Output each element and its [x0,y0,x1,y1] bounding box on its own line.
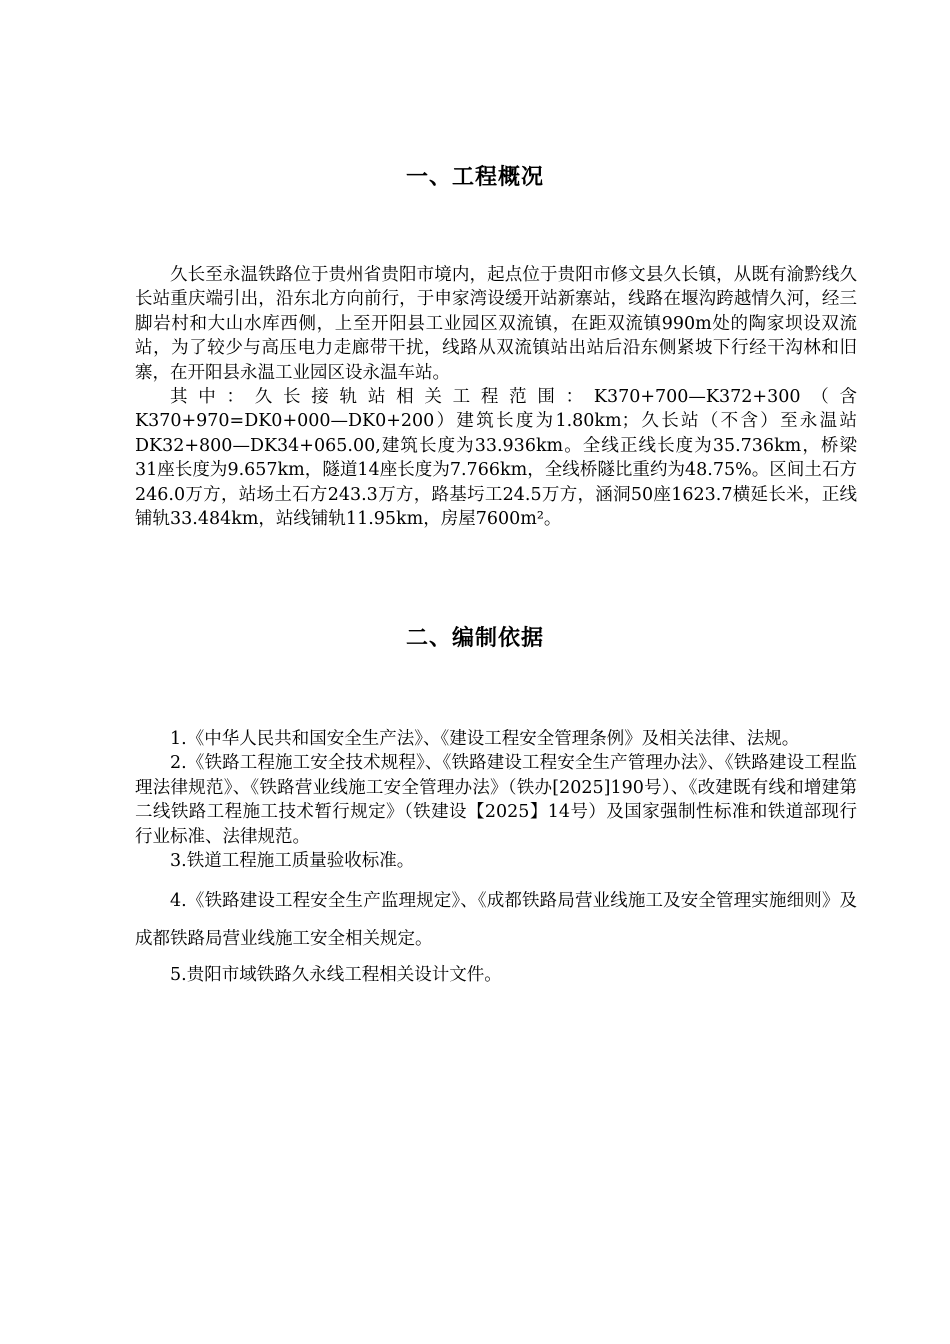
basis-item: 5.贵阳市域铁路久永线工程相关设计文件。 [170,965,502,986]
section-title-overview: 一、工程概况 [405,165,544,190]
overview-body [135,263,857,531]
basis-item: 4.《铁路建设工程安全生产监理规定》、《成都铁路局营业线施工及安全管理实施细则》及成都铁路局营业线施工安全相关规定。 [135,891,857,950]
basis-item: 3.铁道工程施工质量验收标准。 [170,851,415,872]
basis-list [135,727,857,988]
overview-paragraph: 其中：久长接轨站相关工程范围：K370+700—K372+300（含K370+970=DK0+000—DK0+200）建筑长度为1.80km；久长站（不含）至永温站DK32+800—DK34+065.00,建筑长度为33.936km。全线正线长度为35.736km，桥梁31座长度为9.657km，隧道14座长度为7.766km，全线桥隧比重约为48.75%。区间土石方246.0万方，站场土石方243.3万方，路基圬工24.5万方，涵洞50座1623.7横延长米，正线铺轨33.484km，站线铺轨11.95km，房屋7600m²。 [135,387,857,530]
overview-paragraph: 久长至永温铁路位于贵州省贵阳市境内，起点位于贵阳市修文县久长镇，从既有渝黔线久长站重庆端引出，沿东北方向前行，于申家湾设缓开站新寨站，线路在堰沟跨越情久河，经三脚岩村和大山水库西侧，上至开阳县工业园区双流镇，在距双流镇990m处的陶家坝设双流站，为了较少与高压电力走廊带干扰，线路从双流镇站出站后沿东侧紧坡下行经干沟林和旧寨，在开阳县永温工业园区设永温车站。 [135,265,857,383]
basis-item: 1.《中华人民共和国安全生产法》、《建设工程安全管理条例》及相关法律、法规。 [170,729,800,749]
basis-item: 2.《铁路工程施工安全技术规程》、《铁路建设工程安全生产管理办法》、《铁路建设工程监理法律规范》、《铁路营业线施工安全管理办法》（铁办[2025]190号）、《改建既有线和增建第二线铁路工程施工技术暂行规定》（铁建设【2025】14号）及国家强制性标准和铁道部现行行业标准、法律规范。 [135,753,857,847]
section-title-basis: 二、编制依据 [405,626,544,651]
